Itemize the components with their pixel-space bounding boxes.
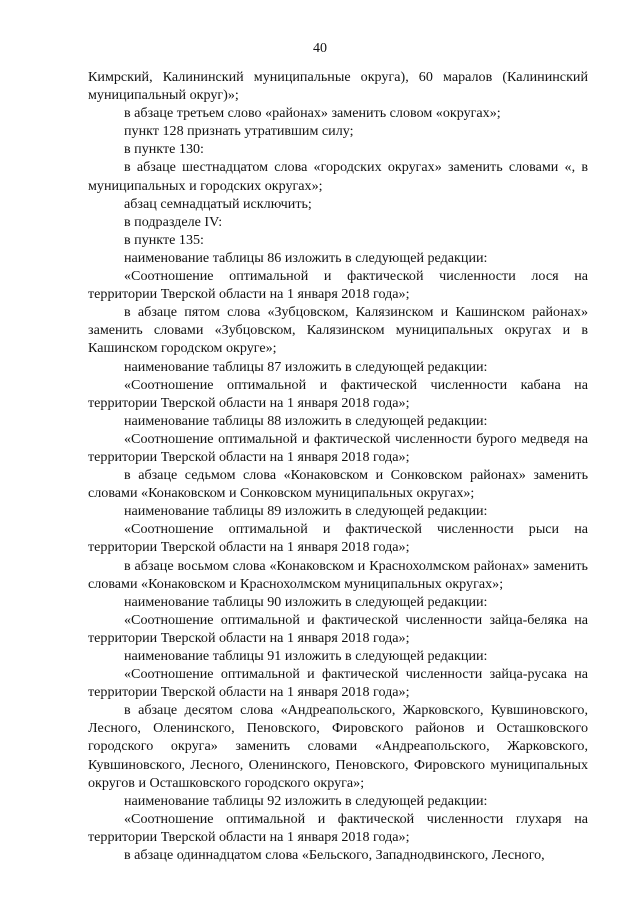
paragraph: «Соотношение оптимальной и фактической численности зайца-беляка на территории Тверской области на 1 января 2018 года»; (88, 611, 588, 646)
paragraph: в абзаце десятом слова «Андреапольского, Жарковского, Кувшиновского, Лесного, Оленинского, Пеновского, Фировского районов и Осташковского городского округа» заменить словами «Андреапольского, Жарковского, Кувшиновского, Лесного, Оленинского, Пеновского, Фировского муниципальных округов и Осташковского городского округа»; (88, 702, 588, 791)
document-body (88, 68, 588, 864)
paragraph: пункт 128 признать утратившим силу; (124, 123, 354, 140)
paragraph: наименование таблицы 90 изложить в следующей редакции: (124, 593, 488, 610)
paragraph: в абзаце седьмом слова «Конаковском и Сонковском районах» заменить словами «Конаковском и Сонковском муниципальных округах»; (88, 467, 588, 502)
paragraph: в подразделе IV: (124, 213, 223, 230)
paragraph: наименование таблицы 87 изложить в следующей редакции: (124, 358, 488, 375)
paragraph: в пункте 130: (124, 141, 204, 158)
paragraph: в абзаце шестнадцатом слова «городских округах» заменить словами «, в муниципальных и городских округах»; (88, 159, 588, 194)
paragraph: Кимрский, Калининский муниципальные округа), 60 маралов (Калининский муниципальный округ)»; (88, 69, 588, 104)
paragraph: в абзаце восьмом слова «Конаковском и Краснохолмском районах» заменить словами «Конаковском и Краснохолмском муниципальных округах»; (88, 557, 588, 592)
paragraph: «Соотношение оптимальной и фактической численности зайца-русака на территории Тверской области на 1 января 2018 года»; (88, 666, 588, 701)
paragraph: наименование таблицы 88 изложить в следующей редакции: (124, 412, 488, 429)
paragraph: абзац семнадцатый исключить; (124, 195, 312, 212)
page-number: 40 (313, 41, 327, 56)
paragraph: в абзаце пятом слова «Зубцовском, Калязинском и Кашинском районах» заменить словами «Зубцовском, Калязинском муниципальных округах и в Кашинском городском округе»; (88, 304, 588, 357)
paragraph: наименование таблицы 86 изложить в следующей редакции: (124, 249, 488, 266)
paragraph: наименование таблицы 92 изложить в следующей редакции: (124, 792, 488, 809)
paragraph: в пункте 135: (124, 231, 204, 248)
paragraph: в абзаце третьем слово «районах» заменить словом «округах»; (124, 105, 501, 122)
paragraph: «Соотношение оптимальной и фактической численности лося на территории Тверской области на 1 января 2018 года»; (88, 268, 588, 303)
paragraph: «Соотношение оптимальной и фактической численности глухаря на территории Тверской области на 1 января 2018 года»; (88, 810, 588, 845)
paragraph: «Соотношение оптимальной и фактической численности бурого медведя на территории Тверской области на 1 января 2018 года»; (88, 430, 588, 465)
paragraph: «Соотношение оптимальной и фактической численности рыси на территории Тверской области на 1 января 2018 года»; (88, 521, 588, 556)
paragraph: «Соотношение оптимальной и фактической численности кабана на территории Тверской области на 1 января 2018 года»; (88, 376, 588, 411)
paragraph: наименование таблицы 91 изложить в следующей редакции: (124, 648, 488, 664)
paragraph: в абзаце одиннадцатом слова «Бельского, Западнодвинского, Лесного, (124, 847, 545, 864)
paragraph: наименование таблицы 89 изложить в следующей редакции: (124, 503, 488, 520)
